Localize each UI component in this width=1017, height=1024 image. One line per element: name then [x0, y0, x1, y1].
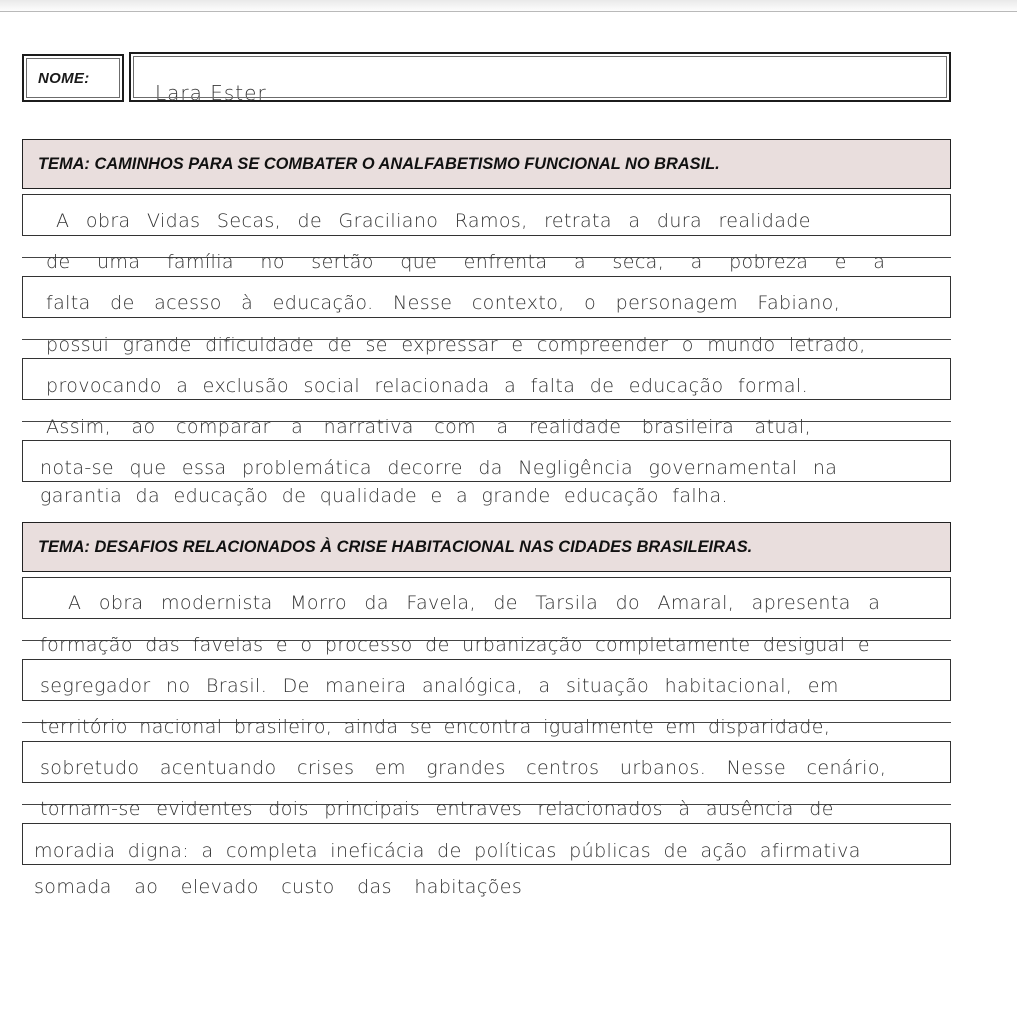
essay2-line: tornam-se evidentes dois principais entraves relacionados à ausência de: [40, 798, 834, 820]
essay2-theme-box: [22, 522, 951, 572]
essay2-line: formação das favelas e o processo de urbanização completamente desigual e: [40, 634, 870, 656]
scan-top-line: [0, 11, 1017, 12]
name-value: Lara Ester: [155, 81, 267, 105]
essay1-line: A obra Vidas Secas, de Graciliano Ramos, retrata a dura realidade: [56, 210, 811, 232]
essay2-line: moradia digna: a completa ineficácia de políticas públicas de ação afirmativa: [34, 840, 861, 862]
essay1-theme-box: [22, 139, 951, 189]
essay1-line: Assim, ao comparar a narrativa com a realidade brasileira atual,: [46, 416, 812, 438]
essay1-line: possui grande dificuldade de se expressar e compreender o mundo letrado,: [46, 334, 866, 356]
name-label-box: [22, 54, 124, 102]
essay1-theme: TEMA: CAMINHOS PARA SE COMBATER O ANALFABETISMO FUNCIONAL NO BRASIL.: [38, 154, 720, 173]
name-label: NOME:: [38, 69, 90, 87]
essay1-line: garantia da educação de qualidade e a grande educação falha.: [40, 485, 728, 507]
essay1-line: falta de acesso à educação. Nesse contexto, o personagem Fabiano,: [46, 292, 841, 314]
essay2-line: território nacional brasileiro, ainda se encontra igualmente em disparidade,: [40, 716, 831, 738]
essay1-line: de uma família no sertão que enfrenta a seca, a pobreza e a: [46, 251, 886, 273]
essay2-line: sobretudo acentuando crises em grandes centros urbanos. Nesse cenário,: [40, 757, 887, 779]
essay2-line: somada ao elevado custo das habitações: [34, 876, 523, 898]
essay2-line: segregador no Brasil. De maneira analógica, a situação habitacional, em: [40, 675, 839, 697]
essay2-theme: TEMA: DESAFIOS RELACIONADOS À CRISE HABITACIONAL NAS CIDADES BRASILEIRAS.: [38, 537, 753, 556]
name-field[interactable]: [129, 52, 951, 105]
essay2-line: A obra modernista Morro da Favela, de Tarsila do Amaral, apresenta a: [68, 592, 881, 614]
essay1-line: nota-se que essa problemática decorre da Negligência governamental na: [40, 457, 838, 479]
essay1-line: provocando a exclusão social relacionada a falta de educação formal.: [46, 375, 809, 397]
